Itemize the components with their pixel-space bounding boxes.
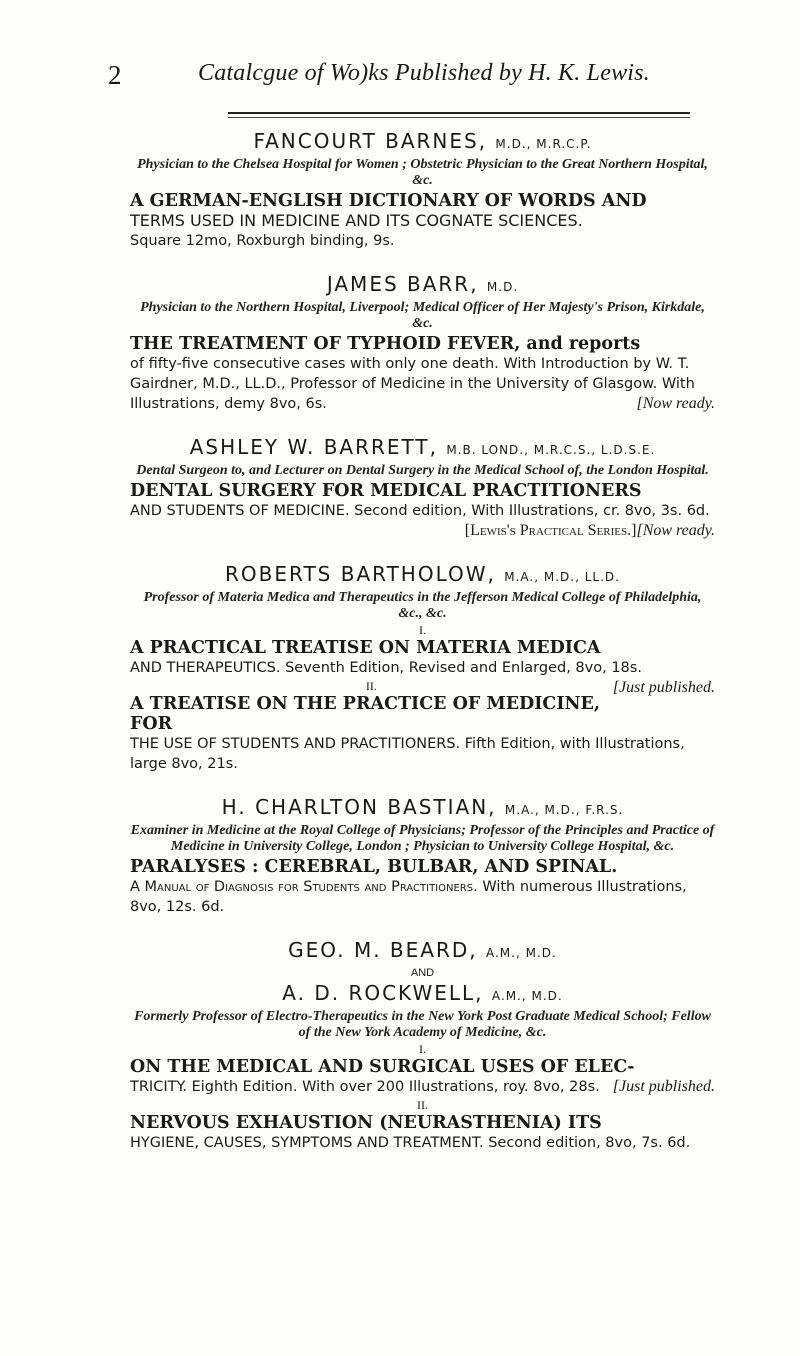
work-details-text: Seventh Edition, Revised and Enlarged, 8vo, 18s. xyxy=(285,660,642,676)
author-description: Formerly Professor of Electro-Therapeutics in the New York Post Graduate Medical School; Fellow of the New York Academy of Medicine, &c. xyxy=(134,1009,711,1040)
work-details xyxy=(130,1077,715,1097)
work-details xyxy=(130,877,715,917)
author-heading xyxy=(130,128,715,157)
work-details-text: Eighth Edition. With over 200 Illustrations, roy. 8vo, 28s. xyxy=(191,1079,600,1095)
work-title-rest: THE USE OF STUDENTS AND PRACTITIONERS. xyxy=(130,736,461,752)
work-number: I. xyxy=(419,1042,426,1056)
work-details: Square 12mo, Roxburgh binding, 9s. xyxy=(130,233,395,249)
entry-barrett xyxy=(130,434,715,541)
work-title-rest: AND THERAPEUTICS. xyxy=(130,660,281,676)
author-heading xyxy=(130,937,715,966)
author-description: Dental Surgeon to, and Lecturer on Dental Surgery in the Medical School of, the London Hospital. xyxy=(136,463,709,478)
page-number: 2 xyxy=(108,60,122,90)
entry-barr xyxy=(130,271,715,414)
series-name: [Lewis's Practical Series.] xyxy=(464,522,637,539)
work-details xyxy=(130,354,715,414)
work-details xyxy=(130,1133,715,1153)
header-rule xyxy=(228,112,690,114)
publication-status: [Just published. xyxy=(612,679,715,696)
entry-barnes xyxy=(130,128,715,251)
author-description: Physician to the Chelsea Hospital for Women ; Obstetric Physician to the Great Northern Hospital, &c. xyxy=(137,157,708,188)
work-title-rest: TERMS USED IN MEDICINE AND ITS COGNATE SCIENCES. xyxy=(130,211,583,230)
entry-bastian xyxy=(130,794,715,917)
author-name: GEO. M. BEARD, xyxy=(288,938,478,962)
author-degrees: M.A., M.D., LL.D. xyxy=(504,570,620,584)
work-title-main: A GERMAN-ENGLISH DICTIONARY OF WORDS AND xyxy=(130,191,647,211)
work-title: PARALYSES : CEREBRAL, BULBAR, AND SPINAL. xyxy=(130,857,618,877)
work-title xyxy=(130,191,715,231)
work-details-text: With numerous Illustrations, 8vo, 12s. 6d. xyxy=(130,879,687,915)
author-degrees: M.B. LOND., M.R.C.S., L.D.S.E. xyxy=(446,443,656,457)
work-title: THE TREATMENT OF TYPHOID FEVER, and reports xyxy=(130,334,641,354)
work-details-text: Fifth Edition, with Illustrations, large 8vo, 21s. xyxy=(130,736,685,772)
work-title: ON THE MEDICAL AND SURGICAL USES OF ELEC- xyxy=(130,1057,635,1077)
work-number: I. xyxy=(419,623,426,637)
work-number: II. xyxy=(365,679,377,693)
author-heading xyxy=(130,561,715,590)
work-details-text: Second edition, With Illustrations, cr. 8vo, 3s. 6d. xyxy=(354,503,710,519)
running-title: Catalcgue of Wo)ks Published by H. K. Lewis. xyxy=(198,60,650,86)
author-description: Physician to the Northern Hospital, Liverpool; Medical Officer of Her Majesty's Prison, Kirkdale, &c. xyxy=(140,300,705,331)
work-title: A PRACTICAL TREATISE ON MATERIA MEDICA xyxy=(130,638,601,658)
author-heading xyxy=(130,271,715,300)
author-degrees: A.M., M.D. xyxy=(491,989,563,1003)
author-conjunction: AND xyxy=(410,967,435,979)
work-title-rest: TRICITY. xyxy=(130,1079,187,1095)
author-degrees: A.M., M.D. xyxy=(485,946,557,960)
page-header xyxy=(108,60,690,100)
work-title-rest: A Manual of Diagnosis for Students and Practitioners. xyxy=(130,879,478,895)
author-degrees: M.D. xyxy=(486,280,519,294)
author-name: ASHLEY W. BARRETT, xyxy=(189,435,438,459)
work-title-rest: AND STUDENTS OF MEDICINE. xyxy=(130,503,350,519)
work-title: A TREATISE ON THE PRACTICE OF MEDICINE, FOR xyxy=(130,694,600,734)
publication-status: [Now ready. xyxy=(636,395,715,412)
entry-beard-rockwell xyxy=(130,937,715,1153)
author-name: A. D. ROCKWELL, xyxy=(282,981,484,1005)
author-heading-2 xyxy=(130,980,715,1009)
work-title: DENTAL SURGERY FOR MEDICAL PRACTITIONERS xyxy=(130,481,642,501)
author-description: Professor of Materia Medica and Therapeutics in the Jefferson Medical College of Philadelphia, &c., &c. xyxy=(143,590,702,621)
publication-status: [Just published. xyxy=(612,1078,715,1095)
author-name: FANCOURT BARNES, xyxy=(253,129,488,153)
author-degrees: M.D., M.R.C.P. xyxy=(495,137,592,151)
author-name: ROBERTS BARTHOLOW, xyxy=(225,562,496,586)
entry-bartholow xyxy=(130,561,715,774)
author-description: Examiner in Medicine at the Royal College of Physicians; Professor of the Principles and Practice of Medicine in University College, London ; Physician to University College Hospital, &c. xyxy=(130,823,715,854)
author-degrees: M.A., M.D., F.R.S. xyxy=(504,803,624,817)
author-name: H. CHARLTON BASTIAN, xyxy=(221,795,497,819)
author-heading xyxy=(130,794,715,823)
author-name: JAMES BARR, xyxy=(326,272,479,296)
header-rule-thin xyxy=(228,117,690,118)
work-number: II. xyxy=(417,1098,428,1112)
work-details xyxy=(130,734,715,774)
work-details-text: of fifty-five consecutive cases with only one death. With Introduction by W. T. Gairdner, M.D., LL.D., Professor of Medicine in the University of Glasgow. With Illustrations, demy 8vo, 6s. xyxy=(130,356,695,412)
work-title: NERVOUS EXHAUSTION (NEURASTHENIA) ITS xyxy=(130,1113,602,1133)
work-title-rest: HYGIENE, CAUSES, SYMPTOMS AND TREATMENT. xyxy=(130,1135,484,1151)
author-heading xyxy=(130,434,715,463)
catalogue-entries xyxy=(130,128,715,1173)
work-details-text: Second edition, 8vo, 7s. 6d. xyxy=(488,1135,691,1151)
publication-status: [Now ready. xyxy=(636,522,715,539)
